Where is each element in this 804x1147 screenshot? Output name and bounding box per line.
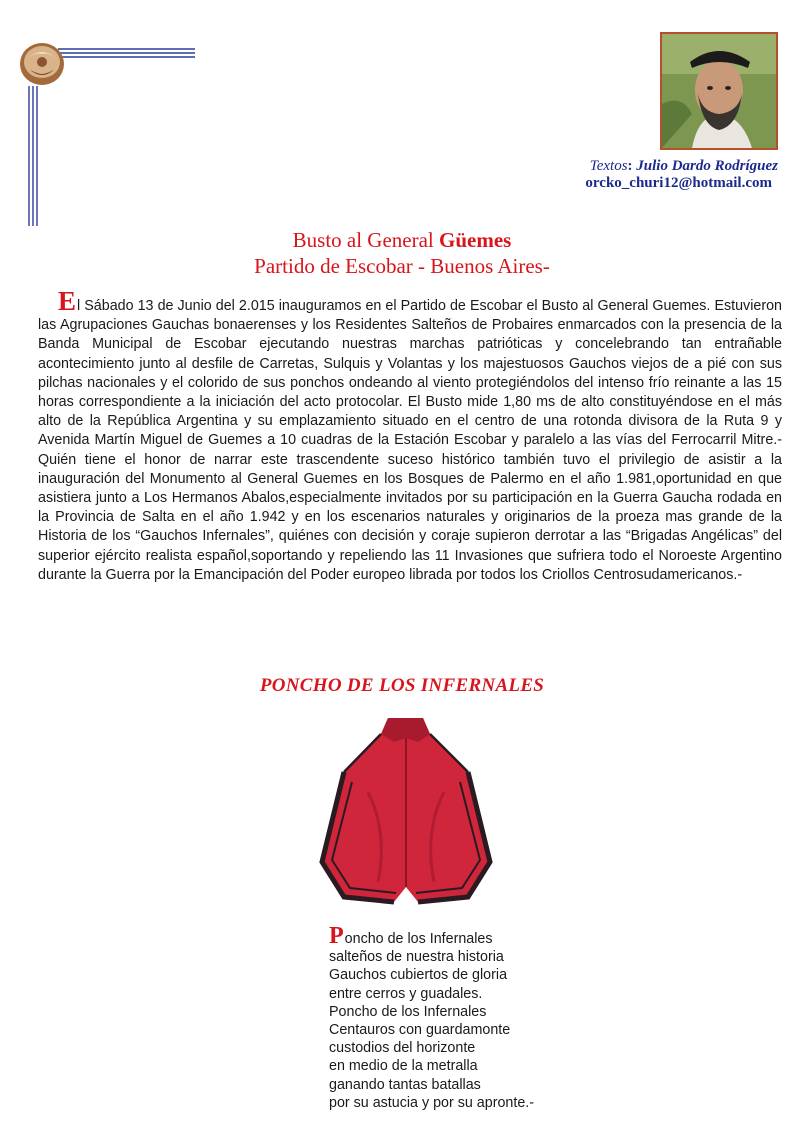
poem-line: en medio de la metralla	[329, 1058, 478, 1075]
poem-heading: PONCHO DE LOS INFERNALES	[259, 675, 545, 696]
author-photo	[660, 32, 778, 150]
body-dropcap: E	[58, 286, 77, 316]
body-paragraph: l Sábado 13 de Junio del 2.015 inauguramos en el Partido de Escobar el Busto al General Guemes. Estuvieron las Agrupaciones Gauchas bonaerenses y los Residentes Salteños de Probaires enmarcados con la presencia de la Banda Municipal de Escobar ejecutando nuestras marchas patrióticas y concelebrando tan entrañable acontecimiento junto al desfile de Carretas, Sulquis y Volantas y los majestuosos Gauchos viejos de a pié con sus pilchas nacionales y el colorido de sus ponchos ondeando al viento protegiéndolos del intenso frío reinante a las 15 horas correspondiente a la iniciación del acto protocolar. El Busto mide 1,80 ms de alto constituyéndose en el más alto de la República Argentina y su emplazamiento situado en el centro de una rotonda divisora de la Ruta 9 y Avenida Martín Miguel de Guemes a 10 cuadras de la Estación Escobar y paralelo a las vías del Ferrocarril Mitre.- Quién tiene el honor de narrar este trascendente suceso histórico también tuvo el privilegio de asistir a la inauguración del Monumento al General Guemes en los Bosques de Palermo en el año 1.981,oportunidad en que asistiera junto a Los Hermanos Abalos,especialmente invitados por su participación en la Guerra Gaucha rodada en la Provincia de Salta en el año 1.942 y en los escenarios naturales y originarios de la proeza mas grande de la Historia de los “Gauchos Infernales”, quiénes con decisión y coraje supieron derrotar a las “Brigadas Angélicas” del superior ejército realista español,soportando y repeliendo las 11 Invasiones que sufriera todo el Noroeste Argentino durante la Guerra por la Emancipación del Poder europeo librada por todos los Criollos Centrosudamericanos.-	[38, 298, 782, 583]
shell-icon	[20, 43, 64, 85]
corner-ornament	[0, 0, 200, 230]
article-title-bold: Güemes	[439, 228, 512, 252]
poem-line	[329, 923, 534, 949]
poem-line: salteños de nuestra historia	[329, 949, 504, 966]
article-title	[0, 228, 804, 253]
poem-line: Gauchos cubiertos de gloria	[329, 967, 508, 984]
poem	[329, 923, 535, 1112]
poem-dropcap: P	[329, 923, 344, 949]
poncho-illustration	[318, 712, 493, 912]
poem-line: Centauros con guardamonte	[329, 1022, 511, 1039]
poem-line: ganando tantas batallas	[329, 1076, 481, 1093]
poem-line: Poncho de los Infernales	[329, 1003, 487, 1020]
poem-line: por su astucia y por su apronte.-	[329, 1094, 535, 1111]
author-name: Julio Dardo Rodríguez	[636, 158, 778, 174]
article-subtitle: Partido de Escobar - Buenos Aires-	[254, 254, 550, 278]
poem-line: entre cerros y guadales.	[329, 985, 483, 1002]
article-body	[38, 286, 782, 585]
poem-line: custodios del horizonte	[329, 1040, 476, 1057]
author-email: orcko_churi12@hotmail.com	[585, 175, 772, 191]
article-credits	[585, 158, 778, 192]
article-title-prefix: Busto al General	[292, 228, 434, 252]
credit-colon: :	[627, 158, 633, 174]
poem-first-line: oncho de los Infernales	[344, 931, 493, 947]
credit-label: Textos	[589, 158, 628, 174]
